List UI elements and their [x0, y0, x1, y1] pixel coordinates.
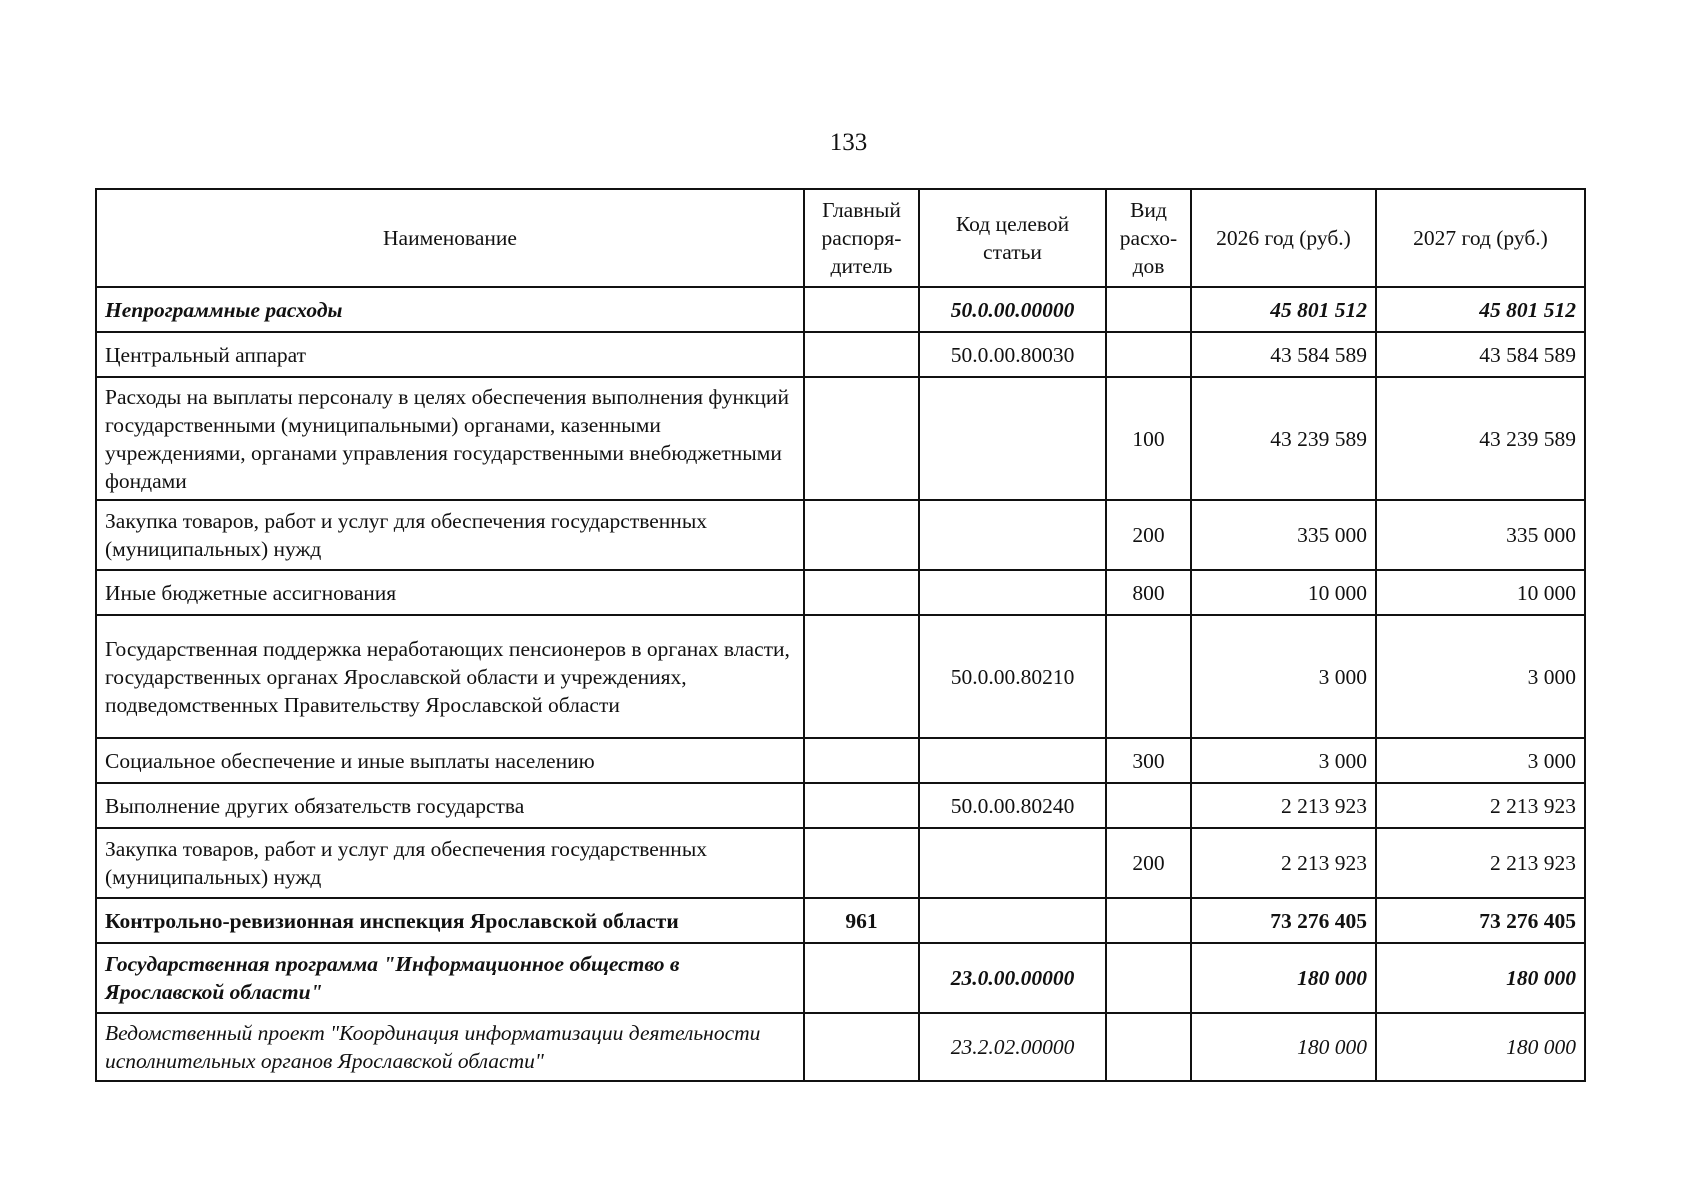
table-row: [96, 500, 1585, 570]
row-name: Расходы на выплаты персоналу в целях обеспечения выполнения функций государственными (муниципальными) органами, казенными учреждениями, органами управления государственными внебюджетными фондами: [96, 377, 804, 500]
row-code: 23.0.00.00000: [919, 943, 1106, 1013]
row-2026: 43 239 589: [1191, 377, 1376, 500]
row-name: Выполнение других обязательств государства: [96, 783, 804, 828]
row-2027: 2 213 923: [1376, 783, 1585, 828]
row-name: Контрольно-ревизионная инспекция Ярославской области: [96, 898, 804, 943]
header-2026: 2026 год (руб.): [1191, 189, 1376, 287]
row-type: [1106, 783, 1191, 828]
row-manager: 961: [804, 898, 919, 943]
row-name: Закупка товаров, работ и услуг для обеспечения государственных (муниципальных) нужд: [96, 828, 804, 898]
row-2027: 10 000: [1376, 570, 1585, 615]
table-row: [96, 332, 1585, 377]
table-row: [96, 570, 1585, 615]
row-type: [1106, 943, 1191, 1013]
row-name: Государственная программа "Информационное общество в Ярославской области": [96, 943, 804, 1013]
row-name: Государственная поддержка неработающих пенсионеров в органах власти, государственных органах Ярославской области и учреждениях, подведомственных Правительству Ярославской области: [96, 615, 804, 738]
row-type: [1106, 287, 1191, 332]
table-row: [96, 738, 1585, 783]
table-row: [96, 828, 1585, 898]
row-2026: 2 213 923: [1191, 783, 1376, 828]
row-type: [1106, 1013, 1191, 1081]
table-row: [96, 783, 1585, 828]
row-type: [1106, 898, 1191, 943]
table-row: [96, 898, 1585, 943]
header-2027: 2027 год (руб.): [1376, 189, 1585, 287]
row-manager: [804, 287, 919, 332]
row-type: 300: [1106, 738, 1191, 783]
row-type: 100: [1106, 377, 1191, 500]
row-2027: 45 801 512: [1376, 287, 1585, 332]
row-manager: [804, 615, 919, 738]
row-name: Центральный аппарат: [96, 332, 804, 377]
table-row: [96, 287, 1585, 332]
table-row: [96, 943, 1585, 1013]
row-name: Непрограммные расходы: [96, 287, 804, 332]
row-2026: 180 000: [1191, 1013, 1376, 1081]
row-manager: [804, 738, 919, 783]
row-type: 800: [1106, 570, 1191, 615]
row-manager: [804, 943, 919, 1013]
row-manager: [804, 1013, 919, 1081]
row-2026: 43 584 589: [1191, 332, 1376, 377]
row-2027: 180 000: [1376, 943, 1585, 1013]
row-code: [919, 828, 1106, 898]
row-2026: 2 213 923: [1191, 828, 1376, 898]
row-2026: 335 000: [1191, 500, 1376, 570]
row-code: [919, 377, 1106, 500]
budget-table: [95, 188, 1586, 1082]
row-2026: 3 000: [1191, 615, 1376, 738]
row-code: 50.0.00.80030: [919, 332, 1106, 377]
row-2027: 73 276 405: [1376, 898, 1585, 943]
row-2026: 45 801 512: [1191, 287, 1376, 332]
row-code: [919, 500, 1106, 570]
header-manager: Главный распоря-дитель: [804, 189, 919, 287]
row-2027: 2 213 923: [1376, 828, 1585, 898]
row-name: Ведомственный проект "Координация информатизации деятельности исполнительных органов Ярославской области": [96, 1013, 804, 1081]
row-manager: [804, 377, 919, 500]
header-name: Наименование: [96, 189, 804, 287]
row-2026: 73 276 405: [1191, 898, 1376, 943]
row-code: [919, 898, 1106, 943]
table-row: [96, 377, 1585, 500]
row-manager: [804, 783, 919, 828]
row-name: Социальное обеспечение и иные выплаты населению: [96, 738, 804, 783]
page-number: 133: [829, 129, 868, 156]
row-code: 50.0.00.80240: [919, 783, 1106, 828]
table-header-row: [96, 189, 1585, 287]
row-manager: [804, 332, 919, 377]
row-type: [1106, 615, 1191, 738]
row-code: 23.2.02.00000: [919, 1013, 1106, 1081]
table-row: [96, 1013, 1585, 1081]
row-2027: 180 000: [1376, 1013, 1585, 1081]
table-row: [96, 615, 1585, 738]
row-name: Закупка товаров, работ и услуг для обеспечения государственных (муниципальных) нужд: [96, 500, 804, 570]
row-2027: 43 239 589: [1376, 377, 1585, 500]
row-2026: 10 000: [1191, 570, 1376, 615]
row-manager: [804, 500, 919, 570]
row-manager: [804, 570, 919, 615]
row-code: 50.0.00.00000: [919, 287, 1106, 332]
row-type: 200: [1106, 828, 1191, 898]
row-2026: 180 000: [1191, 943, 1376, 1013]
row-2027: 3 000: [1376, 738, 1585, 783]
row-2027: 43 584 589: [1376, 332, 1585, 377]
row-name: Иные бюджетные ассигнования: [96, 570, 804, 615]
row-2027: 3 000: [1376, 615, 1585, 738]
row-type: 200: [1106, 500, 1191, 570]
row-code: [919, 570, 1106, 615]
header-target-code: Код целевой статьи: [919, 189, 1106, 287]
header-expense-type: Вид расхо-дов: [1106, 189, 1191, 287]
row-code: [919, 738, 1106, 783]
row-code: 50.0.00.80210: [919, 615, 1106, 738]
row-2027: 335 000: [1376, 500, 1585, 570]
row-2026: 3 000: [1191, 738, 1376, 783]
row-manager: [804, 828, 919, 898]
row-type: [1106, 332, 1191, 377]
